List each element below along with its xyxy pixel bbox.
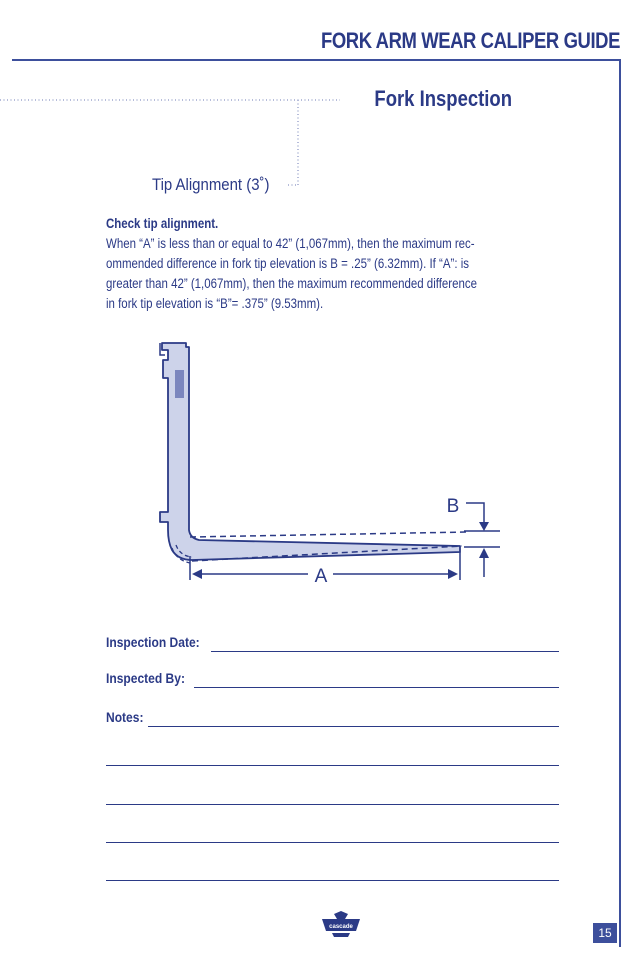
instructions-line: greater than 42” (1,067mm), then the maximum recommended difference	[106, 276, 477, 291]
notes-line[interactable]	[106, 880, 559, 881]
tip-alignment-callout: Tip Alignment (3˚)	[152, 175, 270, 194]
instructions-heading: Check tip alignment.	[106, 216, 219, 231]
section-title: Fork Inspection	[374, 86, 512, 111]
reference-dashed-line-upper	[190, 532, 468, 537]
instructions-line: ommended difference in fork tip elevation is B = .25” (6.32mm). If “A”: is	[106, 256, 470, 271]
b-arrow-up	[479, 548, 489, 558]
logo-text: cascade	[329, 924, 353, 930]
inspected-by-label: Inspected By:	[106, 670, 185, 686]
instructions-line: in fork tip elevation is “B”= .375” (9.53mm).	[106, 296, 324, 311]
a-arrow-left	[192, 569, 202, 579]
dimension-b-label: B	[446, 496, 460, 517]
dimension-a-label: A	[314, 566, 328, 587]
notes-row	[106, 707, 559, 727]
a-arrow-right	[448, 569, 458, 579]
page-number-badge: 15	[593, 923, 617, 943]
fork-body	[160, 343, 460, 560]
notes-label: Notes:	[106, 709, 144, 725]
notes-line[interactable]	[106, 804, 559, 805]
inspected-by-row	[106, 668, 559, 688]
page-header-title: FORK ARM WEAR CALIPER GUIDE	[320, 28, 620, 53]
notes-line[interactable]	[106, 842, 559, 843]
instructions-line: When “A” is less than or equal to 42” (1,067mm), then the maximum rec-	[106, 236, 475, 251]
cascade-logo-icon	[318, 911, 364, 941]
notes-field[interactable]	[148, 726, 559, 727]
inspection-date-field[interactable]	[211, 651, 559, 652]
b-arrow-down	[479, 522, 489, 531]
inspection-date-row	[106, 632, 559, 652]
fork-slot	[175, 370, 184, 398]
inspection-date-label: Inspection Date:	[106, 634, 200, 650]
notes-line[interactable]	[106, 765, 559, 766]
inspected-by-field[interactable]	[194, 687, 559, 688]
